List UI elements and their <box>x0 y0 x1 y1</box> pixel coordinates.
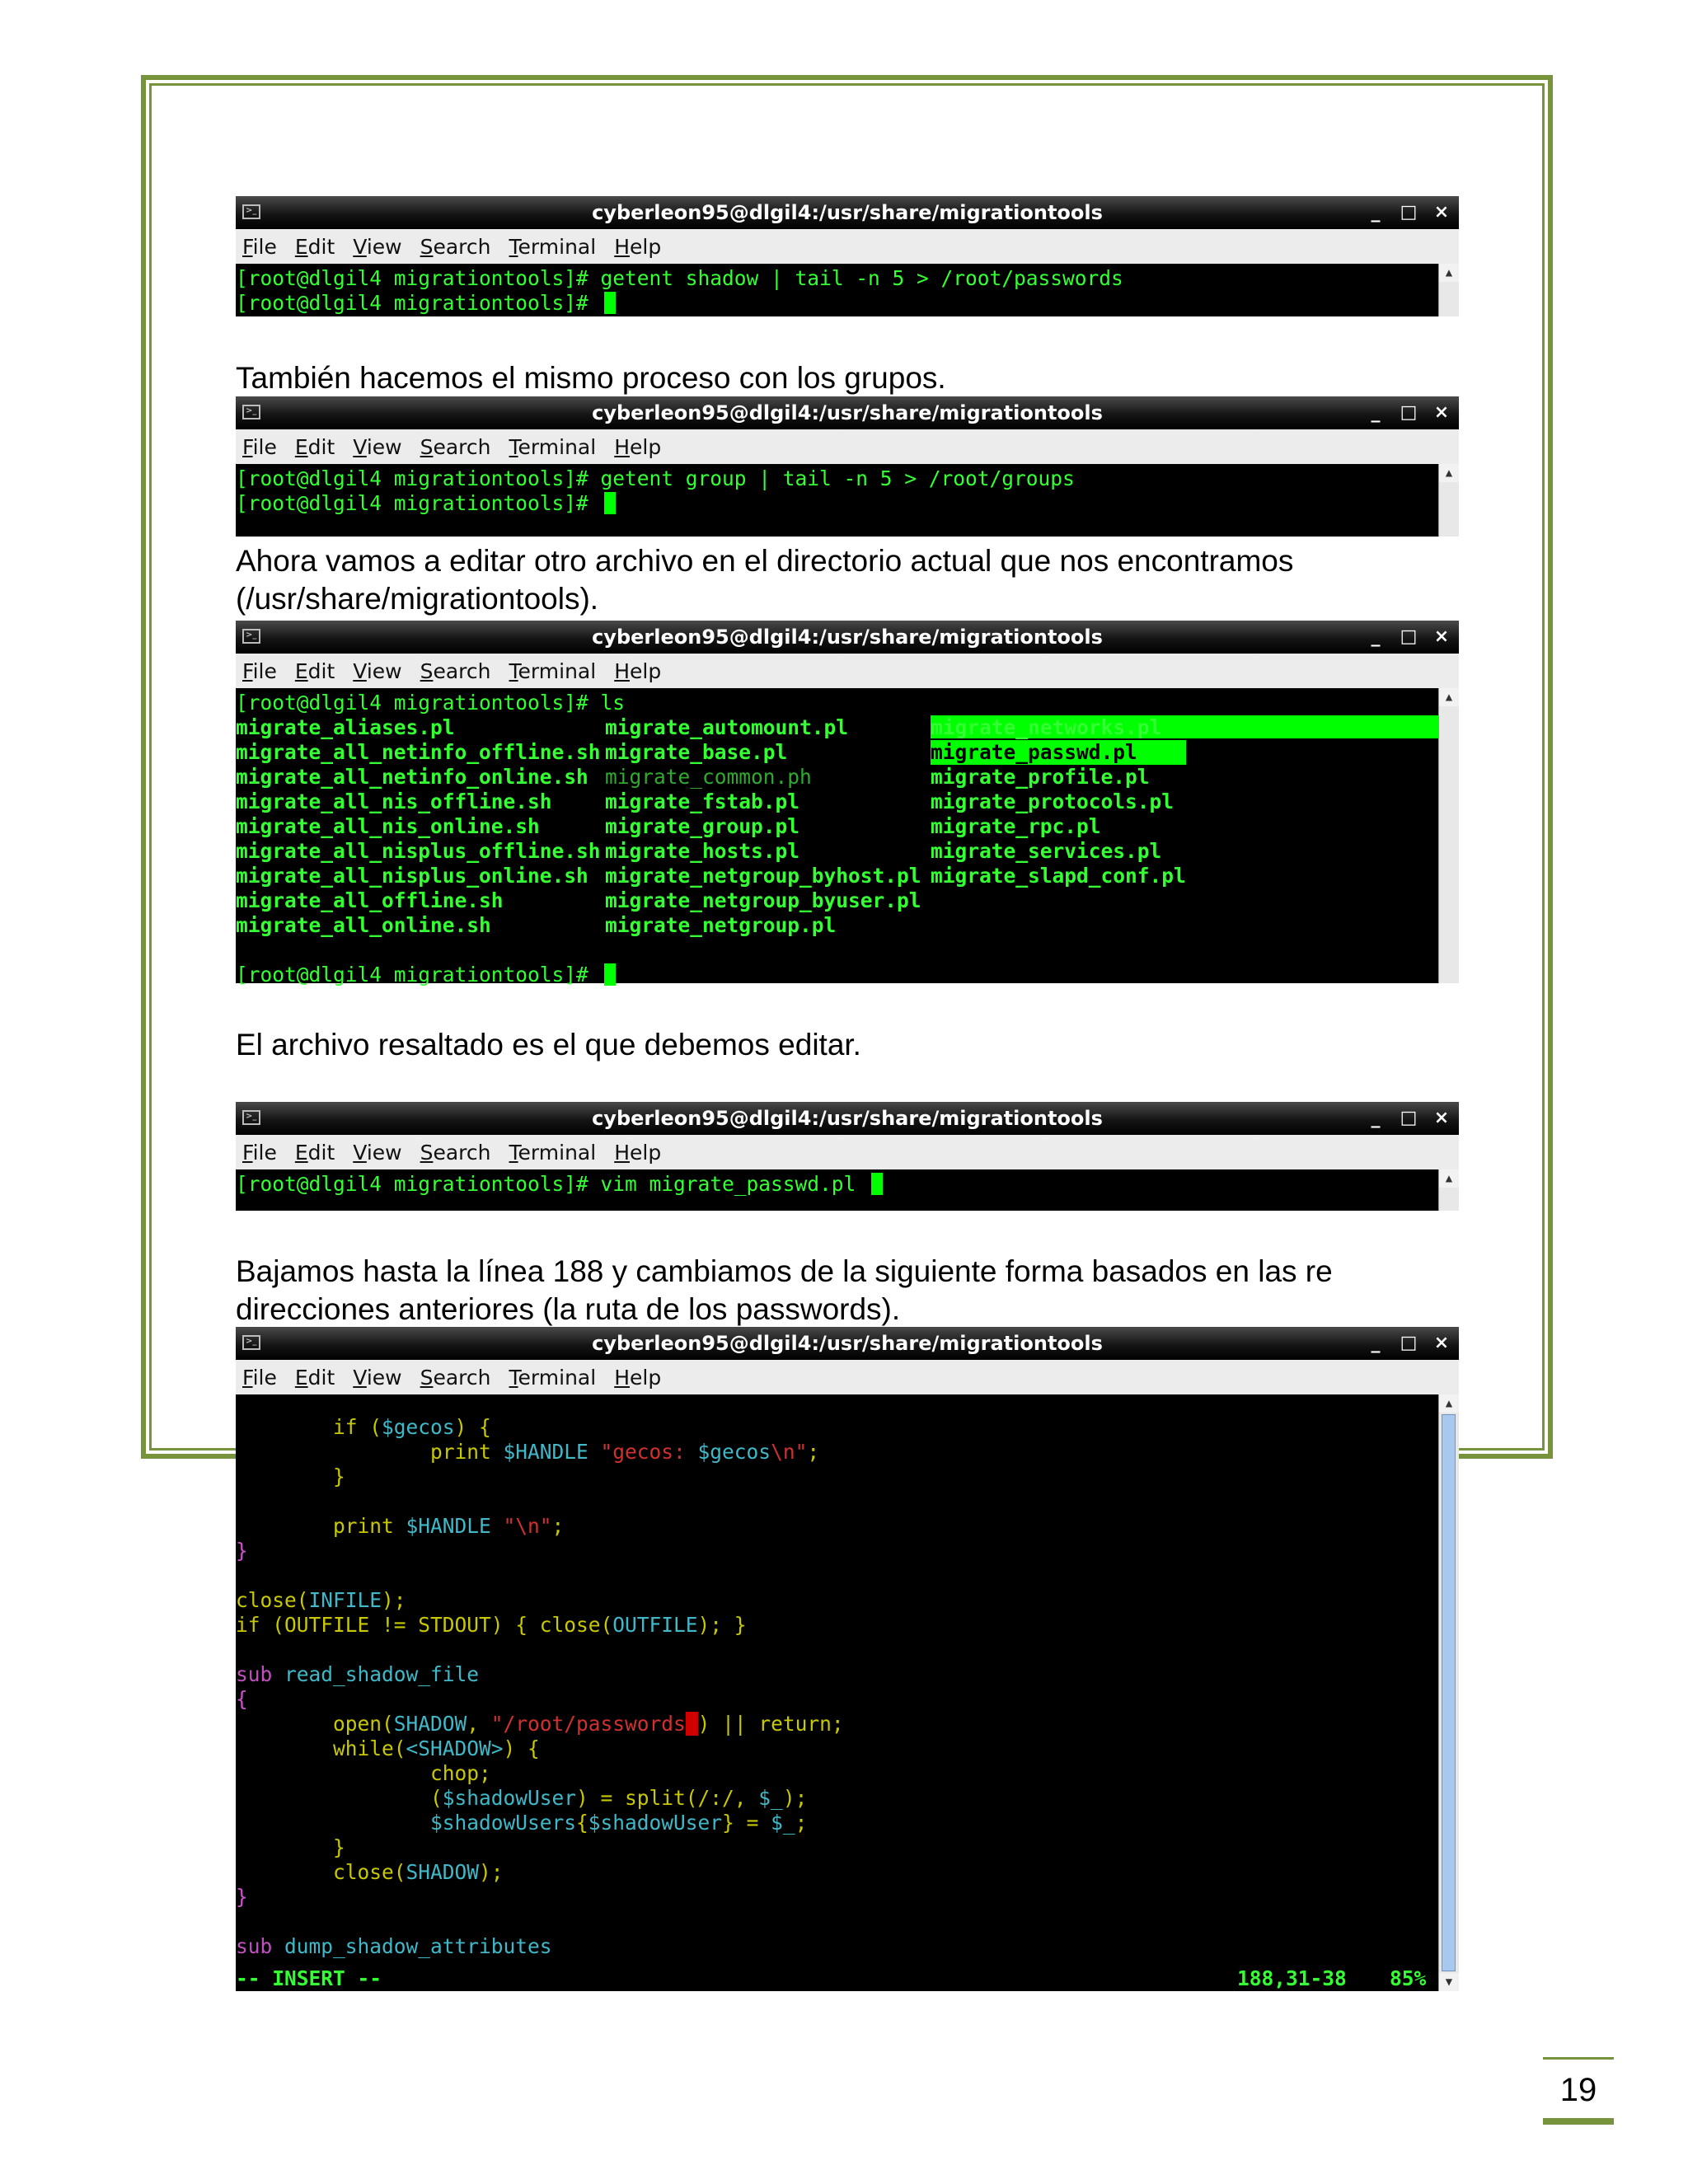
menu-search[interactable]: Search <box>420 434 491 459</box>
vim-scroll-percent: 85% <box>1390 1966 1427 1990</box>
terminal-icon: >_ <box>242 405 260 419</box>
terminal-cursor <box>604 292 616 314</box>
file-entry: migrate_group.pl <box>605 814 800 838</box>
file-entry: migrate_rpc.pl <box>931 814 1101 838</box>
menu-edit[interactable]: Edit <box>294 1365 335 1390</box>
paragraph-edit-file: Ahora vamos a editar otro archivo en el directorio actual que nos encontramos (/usr/share/migrationtools). <box>236 544 1294 616</box>
close-icon[interactable]: × <box>1433 202 1450 223</box>
menu-search[interactable]: Search <box>420 1365 491 1390</box>
close-icon[interactable]: × <box>1433 402 1450 423</box>
ls-listing <box>236 715 1439 963</box>
code-line: sub read_shadow_file <box>236 1662 480 1686</box>
code-line: chop; <box>236 1761 491 1785</box>
terminal-window-vim-editor <box>236 1327 1459 1991</box>
maximize-icon[interactable]: □ <box>1400 402 1418 423</box>
vim-buffer <box>236 1415 1439 1959</box>
code-line: close(INFILE); <box>236 1588 406 1612</box>
terminal-screen[interactable] <box>236 264 1459 316</box>
menu-help[interactable]: Help <box>614 434 662 459</box>
terminal-icon: >_ <box>242 204 260 219</box>
terminal-icon: >_ <box>242 629 260 644</box>
menu-file[interactable]: File <box>242 1140 277 1165</box>
maximize-icon[interactable]: □ <box>1400 1333 1418 1353</box>
file-entry-highlighted: migrate_passwd.pl <box>931 740 1186 765</box>
terminal-cursor <box>604 492 616 514</box>
code-line: sub dump_shadow_attributes <box>236 1934 552 1958</box>
menu-file[interactable]: File <box>242 658 277 683</box>
file-entry: migrate_all_nis_offline.sh <box>236 790 552 813</box>
maximize-icon[interactable]: □ <box>1400 1108 1418 1128</box>
code-line <box>236 1910 1439 1934</box>
code-line: if (OUTFILE != STDOUT) { close(OUTFILE); } <box>236 1613 747 1637</box>
menu-help[interactable]: Help <box>614 1365 662 1390</box>
terminal-titlebar[interactable] <box>236 396 1459 429</box>
menu-file[interactable]: File <box>242 434 277 459</box>
maximize-icon[interactable]: □ <box>1400 202 1418 223</box>
code-line <box>236 1563 1439 1588</box>
menu-view[interactable]: View <box>353 1365 402 1390</box>
file-entry: migrate_base.pl <box>605 740 788 764</box>
terminal-titlebar[interactable] <box>236 1102 1459 1135</box>
terminal-titlebar[interactable] <box>236 1327 1459 1360</box>
menu-terminal[interactable]: Terminal <box>509 434 597 459</box>
file-entry: migrate_netgroup_byuser.pl <box>605 888 921 912</box>
terminal-title: cyberleon95@dlgil4:/usr/share/migrationtools <box>592 201 1103 224</box>
scrollbar[interactable] <box>1438 1394 1459 1991</box>
vim-cursor-position: 188,31-38 <box>1237 1966 1347 1990</box>
code-line: print $HANDLE "gecos: $gecos\n"; <box>236 1440 820 1464</box>
file-entry: migrate_all_nisplus_offline.sh <box>236 839 601 863</box>
menu-terminal[interactable]: Terminal <box>509 1365 597 1390</box>
close-icon[interactable]: × <box>1433 1333 1450 1353</box>
file-entry: migrate_netgroup_byhost.pl <box>605 864 921 888</box>
menu-search[interactable]: Search <box>420 234 491 259</box>
terminal-menubar <box>236 429 1459 464</box>
page-number-rule-top <box>1543 2057 1614 2060</box>
terminal-screen[interactable] <box>236 1169 1459 1211</box>
terminal-titlebar[interactable] <box>236 621 1459 654</box>
code-line: } <box>236 1885 248 1909</box>
menu-help[interactable]: Help <box>614 1140 662 1165</box>
file-entry: migrate_aliases.pl <box>236 715 455 739</box>
file-entry: migrate_all_online.sh <box>236 913 491 937</box>
scroll-up-icon[interactable]: ▲ <box>1439 688 1459 706</box>
menu-search[interactable]: Search <box>420 658 491 683</box>
terminal-titlebar[interactable] <box>236 196 1459 229</box>
paragraph-line-188: Bajamos hasta la línea 188 y cambiamos de la siguiente forma basados en las re direcciones anteriores (la ruta de los passwords). <box>236 1254 1333 1326</box>
code-line: { <box>236 1687 248 1711</box>
menu-search[interactable]: Search <box>420 1140 491 1165</box>
scroll-up-icon[interactable]: ▲ <box>1439 464 1459 482</box>
minimize-icon[interactable]: _ <box>1371 1333 1381 1353</box>
code-line <box>236 1489 1439 1514</box>
page-number-block <box>1543 2057 1614 2125</box>
menu-view[interactable]: View <box>353 434 402 459</box>
terminal-icon: >_ <box>242 1335 260 1350</box>
menu-terminal[interactable]: Terminal <box>509 234 597 259</box>
scrollbar-thumb[interactable] <box>1442 1414 1456 1971</box>
terminal-line: [root@dlgil4 migrationtools]# ls <box>236 691 626 715</box>
terminal-line: [root@dlgil4 migrationtools]# getent shadow | tail -n 5 > /root/passwords <box>236 266 1123 290</box>
terminal-title: cyberleon95@dlgil4:/usr/share/migrationtools <box>592 626 1103 649</box>
minimize-icon[interactable]: _ <box>1371 202 1381 223</box>
file-entry: migrate_all_nisplus_online.sh <box>236 864 588 888</box>
close-icon[interactable]: × <box>1433 1108 1450 1128</box>
scroll-down-icon[interactable]: ▼ <box>1439 1973 1459 1991</box>
menu-view[interactable]: View <box>353 1140 402 1165</box>
page-number: 19 <box>1559 2072 1597 2108</box>
vim-status-line <box>236 1966 1439 1991</box>
menu-help[interactable]: Help <box>614 234 662 259</box>
file-entry: migrate_protocols.pl <box>931 790 1175 813</box>
file-entry: migrate_all_offline.sh <box>236 888 504 912</box>
file-entry: migrate_all_nis_online.sh <box>236 814 540 838</box>
file-entry: migrate_services.pl <box>931 839 1162 863</box>
scroll-up-icon[interactable]: ▲ <box>1439 264 1459 282</box>
vim-mode: -- INSERT -- <box>236 1966 382 1990</box>
code-line: ($shadowUser) = split(/:/, $_); <box>236 1786 808 1810</box>
terminal-window-shadow <box>236 196 1459 316</box>
file-entry: migrate_all_netinfo_offline.sh <box>236 740 601 764</box>
code-line: if ($gecos) { <box>236 1415 491 1439</box>
ls-column-1 <box>236 715 601 938</box>
minimize-icon[interactable]: _ <box>1371 402 1381 423</box>
terminal-title: cyberleon95@dlgil4:/usr/share/migrationtools <box>592 1332 1103 1355</box>
terminal-line: [root@dlgil4 migrationtools]# <box>236 963 1439 987</box>
paragraph-groups: También hacemos el mismo proceso con los grupos. <box>236 361 946 395</box>
terminal-window-groups <box>236 396 1459 537</box>
terminal-menubar <box>236 1360 1459 1394</box>
close-icon[interactable]: × <box>1433 626 1450 647</box>
menu-terminal[interactable]: Terminal <box>509 1140 597 1165</box>
terminal-screen[interactable] <box>236 464 1459 537</box>
ls-column-3 <box>931 715 1186 888</box>
menu-edit[interactable]: Edit <box>294 434 335 459</box>
vim-editor-screen[interactable] <box>236 1394 1459 1991</box>
code-line: } <box>236 1539 248 1563</box>
maximize-icon[interactable]: □ <box>1400 626 1418 647</box>
scrollbar[interactable] <box>1438 1169 1459 1211</box>
menu-edit[interactable]: Edit <box>294 658 335 683</box>
terminal-title: cyberleon95@dlgil4:/usr/share/migrationtools <box>592 401 1103 424</box>
minimize-icon[interactable]: _ <box>1371 1108 1381 1128</box>
terminal-menubar <box>236 1135 1459 1169</box>
terminal-line: [root@dlgil4 migrationtools]# getent group | tail -n 5 > /root/groups <box>236 466 1075 490</box>
terminal-screen[interactable] <box>236 688 1459 987</box>
scrollbar[interactable] <box>1438 264 1459 316</box>
code-line: open(SHADOW, "/root/passwords") || return; <box>236 1712 844 1736</box>
menu-file[interactable]: File <box>242 1365 277 1390</box>
vim-cursor: " <box>685 1712 698 1736</box>
terminal-window-ls <box>236 621 1459 987</box>
scrollbar[interactable] <box>1438 688 1459 983</box>
scroll-up-icon[interactable]: ▲ <box>1439 1394 1459 1413</box>
terminal-line: [root@dlgil4 migrationtools]# <box>236 291 1439 316</box>
file-entry: migrate_profile.pl <box>931 765 1150 789</box>
terminal-line: [root@dlgil4 migrationtools]# vim migrate_passwd.pl <box>236 1172 1439 1197</box>
file-entry: migrate_netgroup.pl <box>605 913 837 937</box>
menu-file[interactable]: File <box>242 234 277 259</box>
file-entry: migrate_fstab.pl <box>605 790 800 813</box>
code-line: $shadowUsers{$shadowUser} = $_; <box>430 1811 808 1835</box>
menu-edit[interactable]: Edit <box>294 234 335 259</box>
file-entry: migrate_all_netinfo_online.sh <box>236 765 588 789</box>
code-line <box>236 1638 1439 1662</box>
terminal-title: cyberleon95@dlgil4:/usr/share/migrationtools <box>592 1107 1103 1130</box>
file-entry: migrate_common.ph <box>605 765 812 789</box>
menu-terminal[interactable]: Terminal <box>509 658 597 683</box>
ls-column-2 <box>605 715 921 938</box>
terminal-cursor <box>871 1173 883 1195</box>
scrollbar[interactable] <box>1438 464 1459 537</box>
page-number-rule-bottom <box>1543 2118 1614 2125</box>
terminal-menubar <box>236 229 1459 264</box>
terminal-cursor <box>604 963 616 986</box>
code-line: } <box>236 1465 345 1488</box>
menu-help[interactable]: Help <box>614 658 662 683</box>
terminal-line: [root@dlgil4 migrationtools]# <box>236 491 1439 516</box>
terminal-window-vim-command <box>236 1102 1459 1211</box>
file-entry: migrate_automount.pl <box>605 715 849 739</box>
terminal-menubar <box>236 654 1459 688</box>
menu-view[interactable]: View <box>353 234 402 259</box>
paragraph-highlighted-file: El archivo resaltado es el que debemos editar. <box>236 1028 861 1062</box>
code-line: print $HANDLE "\n"; <box>236 1514 565 1538</box>
file-entry: migrate_slapd_conf.pl <box>931 864 1186 888</box>
menu-edit[interactable]: Edit <box>294 1140 335 1165</box>
menu-view[interactable]: View <box>353 658 402 683</box>
file-entry: migrate_networks.pl <box>931 715 1162 739</box>
scroll-up-icon[interactable]: ▲ <box>1439 1169 1459 1188</box>
code-line: while(<SHADOW>) { <box>236 1736 540 1760</box>
terminal-icon: >_ <box>242 1110 260 1125</box>
code-line: close(SHADOW); <box>236 1860 504 1884</box>
code-line: } <box>236 1835 345 1859</box>
minimize-icon[interactable]: _ <box>1371 626 1381 647</box>
file-entry: migrate_hosts.pl <box>605 839 800 863</box>
